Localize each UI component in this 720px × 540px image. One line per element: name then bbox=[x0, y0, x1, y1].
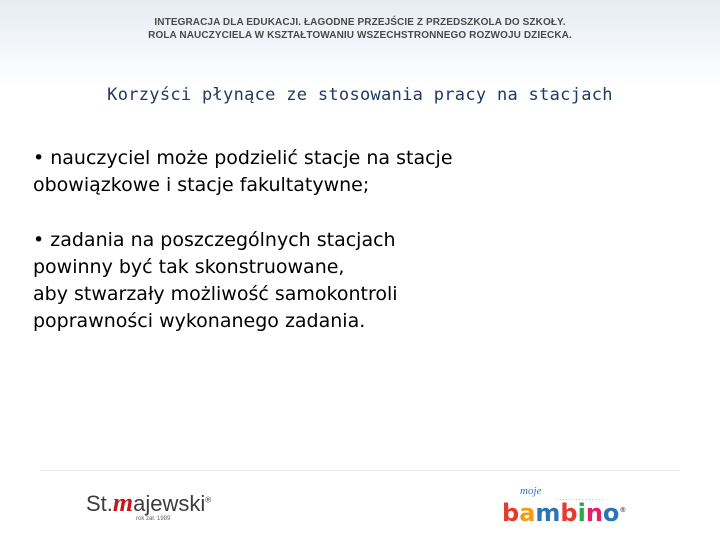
bullet-line: obowiązkowe i stacje fakultatywne; bbox=[33, 174, 370, 196]
bambino-letter: b bbox=[560, 499, 578, 527]
logo-tagline: rok zał. 1989 bbox=[136, 516, 171, 522]
bullet-line: • zadania na poszczególnych stacjach bbox=[33, 229, 396, 251]
header-line-1: INTEGRACJA DLA EDUKACJI. ŁAGODNE PRZEJŚCIE Z PRZEDSZKOLA DO SZKOŁY. bbox=[154, 17, 566, 28]
bullet-item bbox=[33, 227, 693, 335]
bambino-letter: o bbox=[602, 499, 620, 527]
logo-moje: moje bbox=[520, 485, 542, 497]
bullet-line: powinny być tak skonstruowane, bbox=[33, 256, 345, 278]
logo-dots: ............... bbox=[556, 494, 605, 502]
bullet-line: aby stwarzały możliwość samokontroli bbox=[33, 283, 398, 305]
slide-header bbox=[0, 16, 720, 42]
logo-m-mark: m bbox=[112, 488, 134, 517]
header-line-2: ROLA NAUCZYCIELA W KSZTAŁTOWANIU WSZECHSTRONNEGO ROZWOJU DZIECKA. bbox=[148, 30, 572, 41]
registered-mark: ® bbox=[619, 506, 627, 514]
slide-content bbox=[33, 145, 693, 363]
slide-title: Korzyści płynące ze stosowania pracy na stacjach bbox=[107, 85, 613, 105]
bullet-line: poprawności wykonanego zadania. bbox=[33, 310, 366, 332]
footer-divider bbox=[40, 470, 680, 471]
bambino-letter: n bbox=[585, 499, 603, 527]
logo-suffix: ajewski bbox=[133, 491, 206, 516]
bambino-letter: a bbox=[519, 499, 536, 527]
bullet-item bbox=[33, 145, 693, 199]
bambino-letter: i bbox=[577, 499, 586, 527]
registered-mark: ® bbox=[205, 495, 212, 505]
bullet-line: • nauczyciel może podzielić stacje na stacje bbox=[33, 147, 453, 169]
logo-prefix: St. bbox=[86, 491, 113, 516]
bambino-letter: m bbox=[535, 499, 561, 527]
moje-bambino-logo bbox=[502, 485, 642, 525]
bambino-wordmark bbox=[502, 497, 626, 526]
st-majewski-wordmark bbox=[86, 488, 211, 518]
st-majewski-logo bbox=[86, 488, 216, 528]
bambino-letter: b bbox=[502, 499, 520, 527]
